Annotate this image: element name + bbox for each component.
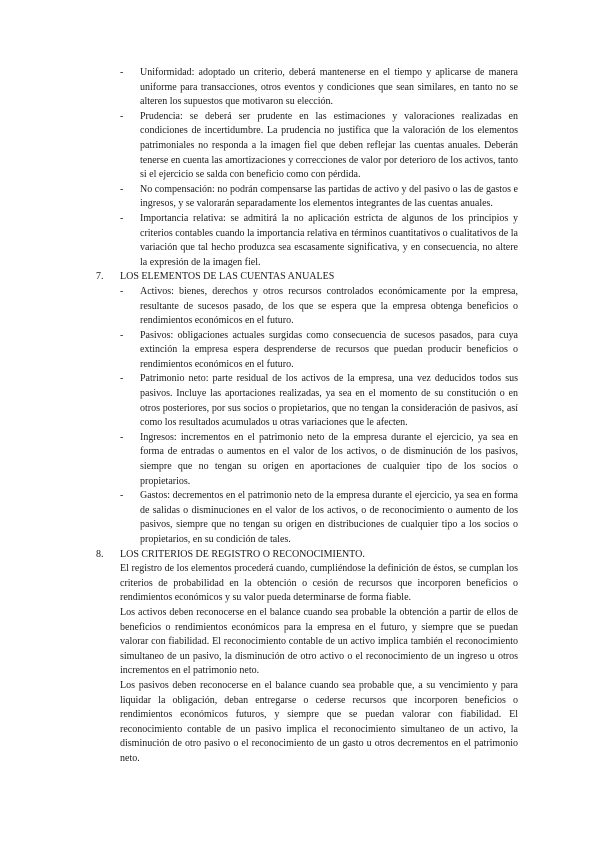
list-item — [108, 329, 518, 373]
element-activos: Activos: bienes, derechos y otros recursos controlados económicamente por la empresa, resultante de sucesos pasado, de los que se espera que la empresa obtenga beneficios o rendimientos económicos en el futuro. — [140, 285, 518, 327]
bullet-dash: - — [120, 285, 124, 297]
principle-uniformidad: Uniformidad: adoptado un criterio, deberá mantenerse en el tiempo y aplicarse de manera uniforme para transacciones, otros eventos y condiciones que sean similares, en tanto no se alteren los supuestos que motivaron su elección. — [140, 67, 518, 108]
bullet-dash: - — [120, 110, 124, 122]
element-pasivos: Pasivos: obligaciones actuales surgidas como consecuencia de sucesos pasados, para cuya extinción la empresa espera desprenderse de recursos que puedan producir beneficios o rendimientos económicos en el futuro. — [140, 329, 518, 370]
section-title: LOS ELEMENTOS DE LAS CUENTAS ANUALES — [120, 271, 335, 283]
list-item — [108, 66, 518, 110]
section-title: LOS CRITERIOS DE REGISTRO O RECONOCIMIENTO. — [120, 548, 365, 560]
principle-prudencia: Prudencia: se deberá ser prudente en las estimaciones y valoraciones realizadas en condiciones de incertidumbre. La prudencia no justifica que la valoración de los elementos patrimoniales no responda a la imagen fiel que deben reflejar las cuentas anuales. Deberán tenerse en cuenta las amortizaciones y correcciones de valor por deterioro de los activos, tanto si el ejercicio se salda con beneficio como con pérdida. — [140, 110, 518, 181]
section-7 — [96, 270, 518, 547]
bullet-dash: - — [120, 431, 124, 443]
section-8 — [96, 548, 518, 767]
section-number: 8. — [96, 548, 104, 560]
list-item — [108, 372, 518, 430]
list-item — [108, 431, 518, 489]
bullet-dash: - — [120, 373, 124, 385]
principle-importancia-relativa: Importancia relativa: se admitirá la no aplicación estricta de algunos de los principios y criterios contables cuando la importancia relativa en términos cuantitativos o cualitativos de la variación que tal hecho produzca sea escasamente significativa, y en consecuencia, no altere la expresión de la imagen fiel. — [140, 212, 518, 268]
list-item — [108, 110, 518, 183]
section-heading — [96, 270, 518, 285]
paragraph: El registro de los elementos procederá cuando, cumpliéndose la definición de éstos, se cumplan los criterios de probabilidad en la obtención o cesión de recursos que incorporen beneficios o rendimientos económicos y su valor pueda determinarse de forma fiable. — [120, 563, 518, 604]
paragraph: Los pasivos deben reconocerse en el balance cuando sea probable que, a su vencimiento y para liquidar la obligación, deban entregarse o cederse recursos que incorporen beneficios o rendimientos económicos futuros, y siempre que se puedan valorar con fiabilidad. El reconocimiento contable de un pasivo implica el reconocimiento simultaneo de un activo, la disminución de otro pasivo o el reconocimiento de un gasto u otros decrementos en el patrimonio neto. — [120, 679, 518, 764]
bullet-dash: - — [120, 329, 124, 341]
paragraph: Los activos deben reconocerse en el balance cuando sea probable la obtención a partir de ellos de beneficios o rendimientos económicos para la empresa en el futuro, y siempre que se puedan valorar con fiabilidad. El reconocimiento contable de un activo implica también el reconocimiento simultaneo de un pasivo, la disminución de otro activo o el reconocimiento de un ingreso u otros incrementos en el patrimonio neto. — [120, 606, 518, 677]
bullet-dash: - — [120, 183, 124, 195]
list-item — [108, 183, 518, 212]
bullet-dash: - — [120, 67, 124, 78]
list-item — [108, 489, 518, 547]
element-patrimonio-neto: Patrimonio neto: parte residual de los activos de la empresa, una vez deducidos todos sus pasivos. Incluye las aportaciones realizadas, ya sea en el momento de su constitución o en otros posteriores, por sus socios o propietarios, que no tengan la consideración de pasivos, así como los resultados acumulados u otras variaciones que le afecten. — [140, 373, 518, 429]
bullet-dash: - — [120, 490, 124, 502]
section-number: 7. — [96, 271, 104, 283]
element-ingresos: Ingresos: incrementos en el patrimonio neto de la empresa durante el ejercicio, ya sea en forma de entradas o aumentos en el valor de los activos, o de disminución de los pasivos, siempre que no tengan su origen en aportaciones de cualquier tipo de los socios o propietarios. — [140, 431, 518, 487]
list-item — [108, 212, 518, 270]
principle-no-compensacion: No compensación: no podrán compensarse las partidas de activo y del pasivo o las de gastos e ingresos, y se valorarán separadamente los elementos integrantes de las cuentas anuales. — [140, 183, 518, 210]
document-body — [96, 66, 518, 767]
bullet-dash: - — [120, 212, 124, 224]
principles-list — [108, 66, 518, 270]
list-item — [108, 285, 518, 329]
elements-list — [108, 285, 518, 548]
element-gastos: Gastos: decrementos en el patrimonio neto de la empresa durante el ejercicio, ya sea en forma de salidas o disminuciones en el valor de los activos, o de reconocimiento o aumento de los pasivos, siempre que no tengan su origen en distribuciones de cualquier tipo a los socios o propietarios, en su condición de tales. — [140, 490, 518, 545]
section-heading — [96, 548, 518, 563]
